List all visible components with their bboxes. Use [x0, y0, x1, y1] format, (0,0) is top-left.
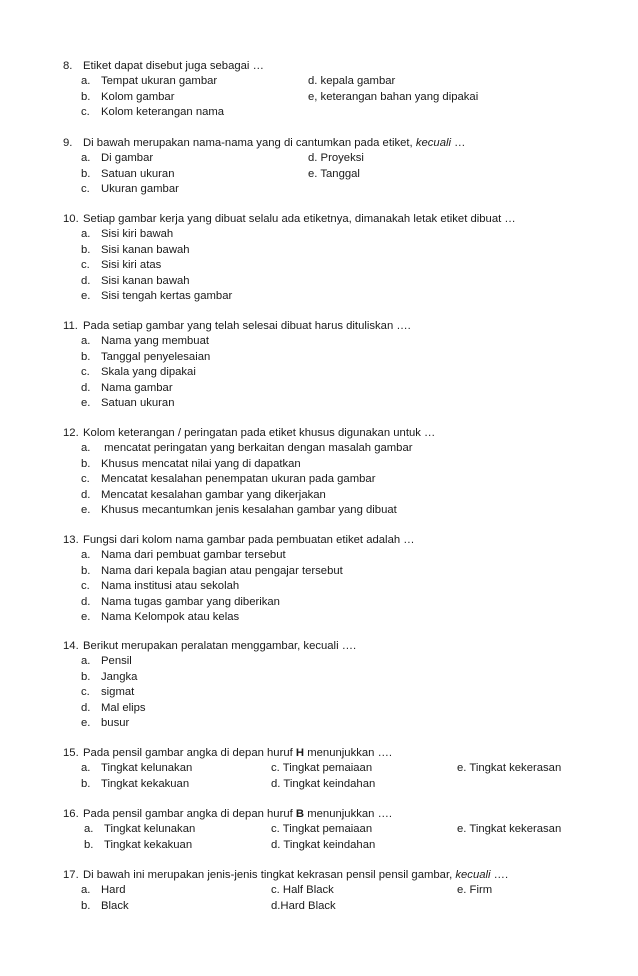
option-d: d. Mencatat kesalahan gambar yang dikerjakan — [81, 488, 326, 501]
question-text: Pada setiap gambar yang telah selesai dibuat harus dituliskan …. — [83, 320, 411, 332]
option-a: a. Sisi kiri bawah — [81, 228, 174, 241]
question-10: 10. Setiap gambar kerja yang dibuat selalu ada etiketnya, dimanakah letak etiket dibuat … a. Sisi kiri bawah b. Sisi kanan bawah c. Sisi kiri atas d. Sisi kanan bawah e. Sisi tengah kertas gambar — [63, 212, 618, 304]
option-e: e, keterangan bahan yang dipakai — [308, 90, 479, 103]
option-c: c. Mencatat kesalahan penempatan ukuran pada gambar — [81, 473, 376, 486]
question-text: Berikut merupakan peralatan menggambar, kecuali …. — [83, 640, 357, 652]
option-e: e. Sisi tengah kertas gambar — [81, 289, 233, 302]
option-e: e. Firm — [457, 884, 493, 897]
option-a: a. Nama dari pembuat gambar tersebut — [81, 549, 286, 562]
option-d: d. kepala gambar — [308, 75, 396, 88]
option-d: d. Tingkat keindahan — [271, 777, 376, 790]
option-d: d.Hard Black — [271, 899, 336, 912]
option-a: a. Di gambar — [81, 152, 154, 165]
option-a: a. mencatat peringatan yang berkaitan dengan masalah gambar — [81, 442, 413, 455]
option-c: c. Kolom keterangan nama — [81, 106, 225, 119]
question-text: Di bawah merupakan nama-nama yang di cantumkan pada etiket, kecuali … — [83, 137, 466, 149]
question-14: 14. Berikut merupakan peralatan menggambar, kecuali …. a. Pensil b. Jangka c. sigmat d. Mal elips e. busur — [63, 639, 618, 731]
question-text: Kolom keterangan / peringatan pada etiket khusus digunakan untuk … — [83, 427, 436, 439]
question-11: 11. Pada setiap gambar yang telah selesai dibuat harus dituliskan …. a. Nama yang membuat b. Tanggal penyelesaian c. Skala yang dipakai d. Nama gambar e. Satuan ukuran — [63, 319, 618, 411]
question-text: Fungsi dari kolom nama gambar pada pembuatan etiket adalah … — [83, 534, 415, 546]
option-b: b. Satuan ukuran — [81, 167, 175, 180]
option-c: c. Tingkat pemaiaan — [271, 823, 373, 836]
option-b: b. Black — [81, 899, 129, 912]
option-e: e. Tanggal — [308, 167, 360, 180]
option-b: b. Khusus mencatat nilai yang di dapatkan — [81, 457, 301, 470]
option-b: b. Kolom gambar — [81, 90, 175, 103]
option-c: c. Tingkat pemaiaan — [271, 762, 373, 775]
option-a: a. Hard — [81, 884, 126, 897]
option-a: a. Tempat ukuran gambar — [81, 75, 218, 88]
option-b: b. Tingkat kekakuan — [84, 838, 193, 851]
option-b: b. Jangka — [81, 670, 138, 683]
option-d: d. Tingkat keindahan — [271, 838, 376, 851]
question-17: 17. Di bawah ini merupakan jenis-jenis tingkat kekrasan pensil pensil gambar, kecuali …. a. Hard c. Half Black e. Firm b. Black d.Hard Black — [63, 868, 618, 914]
option-b: b. Tingkat kekakuan — [81, 777, 190, 790]
option-c: c. Ukuran gambar — [81, 183, 179, 196]
option-d: d. Proyeksi — [308, 152, 364, 165]
question-8: 8. Etiket dapat disebut juga sebagai … a. Tempat ukuran gambar d. kepala gambar b. Kolom gambar e, keterangan bahan yang dipakai c. Kolom keterangan nama — [63, 59, 618, 121]
option-e: e. busur — [81, 716, 130, 729]
option-e: e. Khusus mecantumkan jenis kesalahan gambar yang dibuat — [81, 503, 397, 516]
option-e: e. Satuan ukuran — [81, 396, 175, 409]
option-a: a. Pensil — [81, 655, 132, 668]
option-c: c. Skala yang dipakai — [81, 366, 196, 379]
question-text: Etiket dapat disebut juga sebagai … — [83, 60, 264, 72]
question-text: Pada pensil gambar angka di depan huruf B menunjukkan …. — [83, 808, 393, 820]
option-a: a. Tingkat kelunakan — [81, 762, 193, 775]
option-c: c. Half Black — [271, 884, 334, 897]
option-c: c. Nama institusi atau sekolah — [81, 580, 240, 593]
option-b: b. Tanggal penyelesaian — [81, 350, 211, 363]
question-16: 16. Pada pensil gambar angka di depan huruf B menunjukkan …. a. Tingkat kelunakan c. Tingkat pemaiaan e. Tingkat kekerasan b. Tingkat kekakuan d. Tingkat keindahan — [63, 807, 618, 853]
question-15: 15. Pada pensil gambar angka di depan huruf H menunjukkan …. a. Tingkat kelunakan c. Tingkat pemaiaan e. Tingkat kekerasan b. Tingkat kekakuan d. Tingkat keindahan — [63, 746, 618, 792]
option-e: e. Nama Kelompok atau kelas — [81, 610, 240, 623]
question-13: 13. Fungsi dari kolom nama gambar pada pembuatan etiket adalah … a. Nama dari pembuat gambar tersebut b. Nama dari kepala bagian atau pengajar tersebut c. Nama institusi atau sekolah d. Nama tugas gambar yang diberikan e. Nama Kelompok atau kelas — [63, 533, 618, 625]
option-c: c. sigmat — [81, 686, 135, 699]
option-c: c. Sisi kiri atas — [81, 259, 162, 272]
option-d: d. Nama tugas gambar yang diberikan — [81, 595, 280, 608]
option-d: d. Mal elips — [81, 701, 146, 714]
option-a: a. Nama yang membuat — [81, 335, 209, 348]
option-b: b. Sisi kanan bawah — [81, 243, 190, 256]
question-12: 12. Kolom keterangan / peringatan pada etiket khusus digunakan untuk … a. mencatat peringatan yang berkaitan dengan masalah gambar b. Khusus mencatat nilai yang di dapatkan c. Mencatat kesalahan penempatan ukuran pada gambar d. Mencatat kesalahan gambar yang dikerjakan e. Khusus mecantumkan jenis kesalahan gambar yang dibuat — [63, 426, 618, 518]
option-e: e. Tingkat kekerasan — [457, 823, 562, 836]
question-text: Pada pensil gambar angka di depan huruf H menunjukkan …. — [83, 747, 393, 759]
question-9: 9. Di bawah merupakan nama-nama yang di cantumkan pada etiket, kecuali … a. Di gambar d. Proyeksi b. Satuan ukuran e. Tanggal c. Ukuran gambar — [63, 136, 618, 198]
option-d: d. Nama gambar — [81, 381, 173, 394]
question-text: Setiap gambar kerja yang dibuat selalu ada etiketnya, dimanakah letak etiket dibuat … — [83, 213, 516, 225]
question-text: Di bawah ini merupakan jenis-jenis tingkat kekrasan pensil pensil gambar, kecuali …. — [83, 869, 509, 881]
option-a: a. Tingkat kelunakan — [84, 823, 196, 836]
option-b: b. Nama dari kepala bagian atau pengajar tersebut — [81, 564, 343, 577]
option-e: e. Tingkat kekerasan — [457, 762, 562, 775]
option-d: d. Sisi kanan bawah — [81, 274, 190, 287]
